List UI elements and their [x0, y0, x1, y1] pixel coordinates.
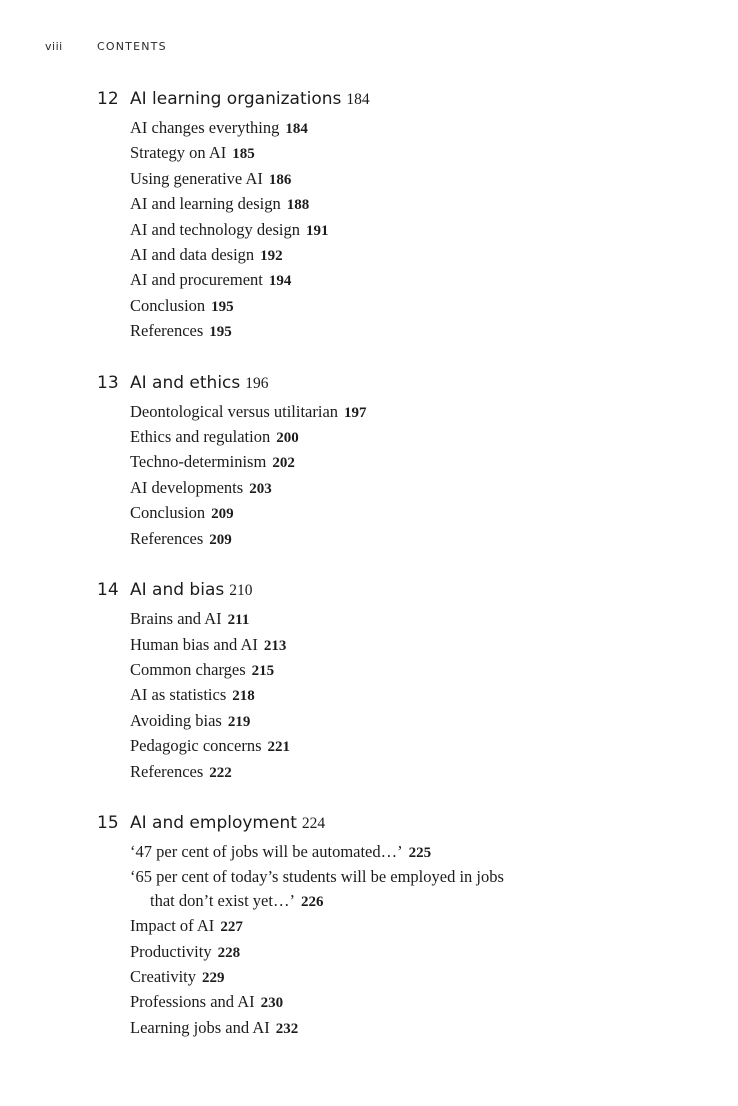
entry-page-number: 184: [285, 121, 308, 137]
toc-entry: [130, 940, 697, 965]
toc-entry: [130, 268, 697, 293]
entry-page-number: 186: [268, 171, 292, 188]
entry-title: References: [130, 321, 204, 341]
entry-page-number: 230: [260, 995, 284, 1012]
entry-title: Ethics and regulation: [130, 427, 271, 447]
toc-entry: [130, 607, 697, 632]
page-folio: viii: [45, 40, 63, 53]
chapter-page-number: 184: [346, 91, 370, 108]
entry-title: Brains and AI: [130, 609, 222, 629]
entry-title: Learning jobs and AI: [130, 1017, 270, 1037]
table-of-contents: [97, 86, 697, 1066]
running-head-title: CONTENTS: [97, 40, 167, 53]
entry-title: Avoiding bias: [130, 710, 222, 730]
chapter-title: AI and bias: [130, 580, 225, 601]
entry-page-number: 211: [227, 612, 250, 629]
entry-title: AI changes everything: [130, 118, 280, 137]
entry-page-number: 225: [408, 844, 432, 861]
toc-entry: [130, 633, 697, 658]
section-list: [130, 116, 697, 345]
entry-page-number: 197: [344, 404, 367, 421]
chapter-heading: [97, 577, 697, 603]
entry-title: ‘47 per cent of jobs will be automated…’: [130, 841, 403, 861]
entry-page-number: 215: [251, 662, 275, 679]
entry-page-number: 195: [209, 324, 232, 341]
entry-page-number: 192: [260, 248, 283, 265]
toc-entry: [130, 425, 697, 450]
entry-page-number: 221: [267, 739, 290, 756]
entry-title: Conclusion: [130, 503, 206, 523]
chapter-heading: [97, 810, 697, 836]
entry-title: Productivity: [130, 941, 212, 961]
entry-title: Impact of AI: [130, 916, 215, 936]
entry-page-number: 194: [268, 273, 292, 290]
chapter-12: [97, 86, 697, 345]
entry-title: AI as statistics: [130, 685, 227, 705]
entry-title: Strategy on AI: [130, 143, 227, 163]
entry-title: ‘65 per cent of today’s students will be employed in jobs: [130, 867, 504, 887]
toc-entry: [130, 990, 697, 1015]
toc-entry: [130, 965, 697, 990]
entry-page-number: 203: [249, 480, 272, 497]
chapter-page-number: 224: [301, 814, 326, 832]
entry-title: AI and data design: [130, 245, 255, 265]
entry-page-number: 202: [272, 455, 295, 472]
chapter-title: AI and ethics: [130, 372, 241, 393]
entry-page-number: 232: [275, 1020, 299, 1037]
entry-title: Techno-determinism: [130, 452, 267, 472]
entry-title: AI and technology design: [130, 219, 301, 239]
toc-entry: [130, 501, 697, 526]
toc-entry: [130, 167, 697, 192]
toc-entry: [130, 243, 697, 268]
entry-title: AI developments: [130, 477, 244, 497]
chapter-14: [97, 577, 697, 785]
section-list: [130, 607, 697, 785]
entry-title: AI and learning design: [130, 194, 281, 214]
entry-title: References: [130, 528, 204, 548]
entry-page-number: 195: [211, 298, 234, 315]
running-head: [45, 40, 167, 53]
entry-page-number: 188: [286, 197, 310, 214]
section-list: [130, 400, 697, 552]
toc-entry: [130, 527, 697, 552]
chapter-title: AI and employment: [130, 812, 297, 833]
entry-page-number: 226: [300, 893, 324, 910]
toc-entry: [130, 400, 697, 425]
entry-page-number: 222: [209, 764, 232, 781]
chapter-15: [97, 810, 697, 1041]
toc-entry: [130, 476, 697, 501]
toc-entry: [130, 319, 697, 344]
chapter-heading: [97, 86, 697, 112]
entry-title: Pedagogic concerns: [130, 736, 262, 756]
toc-entry: [130, 116, 697, 141]
entry-page-number: 219: [227, 713, 251, 730]
toc-entry: [130, 865, 697, 914]
toc-entry: [130, 1016, 697, 1041]
chapter-title: AI learning organizations: [130, 89, 342, 109]
toc-entry: [130, 683, 697, 708]
toc-entry: [130, 734, 697, 759]
toc-entry: [130, 294, 697, 319]
entry-title: Common charges: [130, 659, 246, 679]
entry-page-number: 209: [211, 506, 234, 523]
entry-title: Professions and AI: [130, 992, 255, 1012]
toc-entry: [130, 141, 697, 166]
chapter-number: 13: [97, 372, 119, 393]
toc-entry: [130, 760, 697, 785]
chapter-page-number: 210: [229, 582, 253, 600]
entry-title: Using generative AI: [130, 168, 263, 188]
toc-entry: [130, 658, 697, 683]
entry-title-continued: that don’t exist yet…’: [150, 890, 295, 910]
entry-title: Conclusion: [130, 295, 206, 315]
entry-title: References: [130, 761, 204, 781]
toc-entry: [130, 218, 697, 243]
chapter-page-number: 196: [245, 374, 269, 392]
toc-entry: [130, 840, 697, 865]
entry-page-number: 200: [276, 430, 299, 447]
entry-page-number: 185: [232, 146, 255, 163]
entry-title: AI and procurement: [130, 270, 263, 290]
toc-entry: [130, 192, 697, 217]
chapter-13: [97, 370, 697, 552]
entry-title-continuation: [130, 889, 697, 914]
chapter-number: 15: [97, 812, 119, 833]
section-list: [130, 840, 697, 1041]
entry-title: Creativity: [130, 966, 196, 986]
entry-title: Human bias and AI: [130, 634, 258, 654]
entry-page-number: 213: [263, 637, 287, 654]
entry-page-number: 228: [217, 944, 241, 961]
chapter-number: 12: [97, 89, 119, 109]
toc-entry: [130, 914, 697, 939]
entry-page-number: 227: [220, 919, 243, 936]
entry-page-number: 209: [209, 531, 232, 548]
toc-entry: [130, 709, 697, 734]
toc-entry: [130, 450, 697, 475]
entry-page-number: 229: [201, 969, 225, 986]
chapter-heading: [97, 370, 697, 396]
entry-page-number: 191: [306, 222, 329, 239]
entry-title: Deontological versus utilitarian: [130, 401, 339, 421]
entry-page-number: 218: [232, 688, 255, 705]
chapter-number: 14: [97, 580, 119, 601]
